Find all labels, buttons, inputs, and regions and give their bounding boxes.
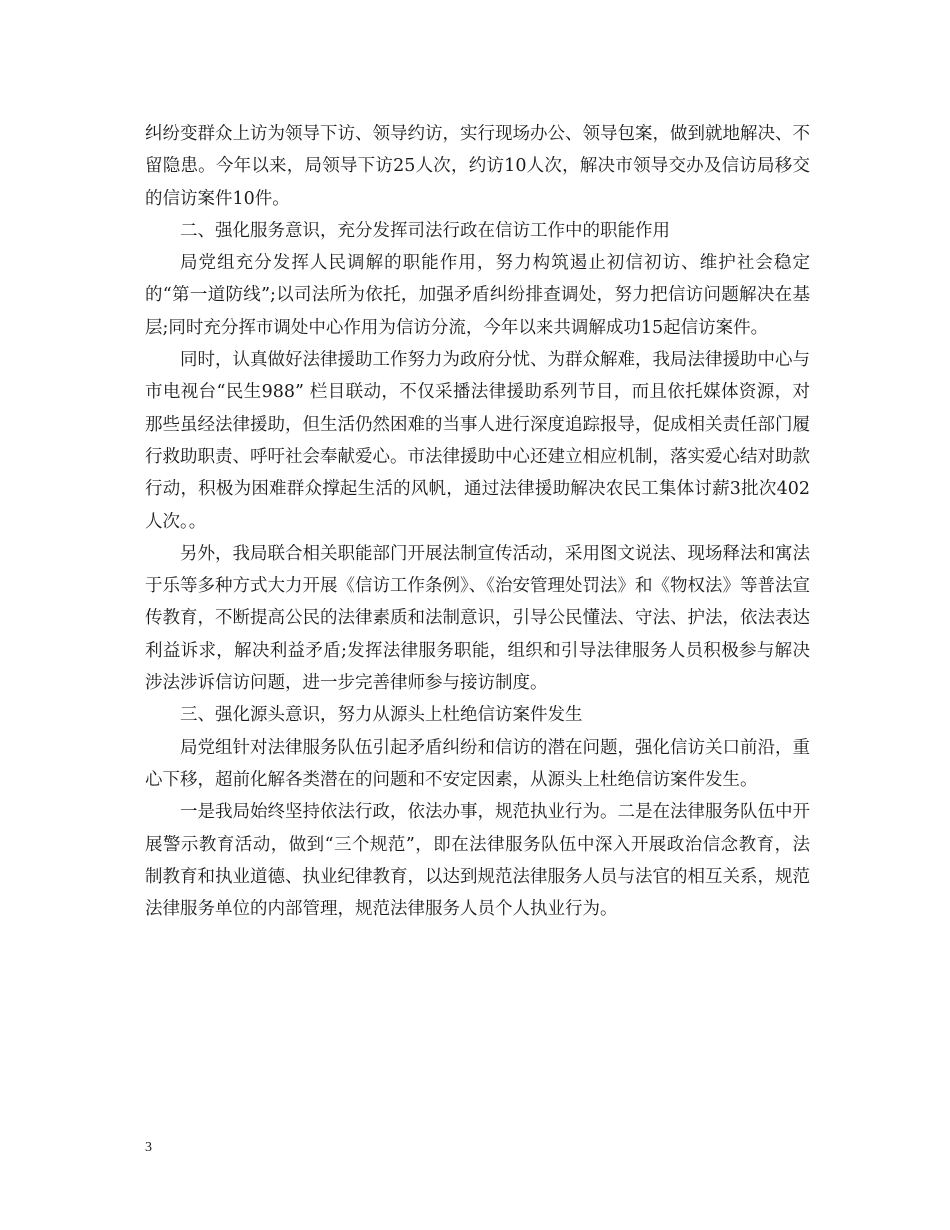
page-number: 3: [145, 1140, 152, 1155]
document-body: [145, 118, 810, 925]
paragraph-continuation: 纠纷变群众上访为领导下访、领导约访，实行现场办公、领导包案，做到就地解决、不留隐患。今年以来，局领导下访25人次，约访10人次，解决市领导交办及信访局移交的信访案件10件。: [145, 124, 810, 209]
section-heading-3: 三、强化源头意识，努力从源头上杜绝信访案件发生: [180, 705, 583, 726]
paragraph: 另外，我局联合相关职能部门开展法制宣传活动，采用图文说法、现场释法和寓法于乐等多种方式大力开展《信访工作条例》、《治安管理处罚法》和《物权法》等普法宣传教育，不断提高公民的法律素质和法制意识，引导公民懂法、守法、护法，依法表达利益诉求，解决利益矛盾;发挥法律服务职能，组织和引导法律服务人员积极参与解决涉法涉诉信访问题，进一步完善律师参与接访制度。: [145, 543, 810, 694]
section-heading-2: 二、强化服务意识，充分发挥司法行政在信访工作中的职能作用: [180, 220, 670, 241]
paragraph: 同时，认真做好法律援助工作努力为政府分忧、为群众解难，我局法律援助中心与市电视台“民生988” 栏目联动，不仅采播法律援助系列节目，而且依托媒体资源，对那些虽经法律援助，但生活仍然困难的当事人进行深度追踪报导，促成相关责任部门履行救助职责、呼吁社会奉献爱心。市法律援助中心还建立相应机制，落实爱心结对助款行动，积极为困难群众撑起生活的风帆，通过法律援助解决农民工集体讨薪3批次402人次。。: [145, 350, 810, 532]
paragraph: 一是我局始终坚持依法行政，依法办事，规范执业行为。二是在法律服务队伍中开展警示教育活动，做到“三个规范”，即在法律服务队伍中深入开展政治信念教育，法制教育和执业道德、执业纪律教育，以达到规范法律服务人员与法官的相互关系，规范法律服务单位的内部管理，规范法律服务人员个人执业行为。: [145, 802, 810, 920]
paragraph: 局党组针对法律服务队伍引起矛盾纠纷和信访的潜在问题，强化信访关口前沿，重心下移，超前化解各类潜在的问题和不安定因素，从源头上杜绝信访案件发生。: [145, 737, 810, 790]
paragraph: 局党组充分发挥人民调解的职能作用，努力构筑遏止初信初访、维护社会稳定的“第一道防线”;以司法所为依托，加强矛盾纠纷排查调处，努力把信访问题解决在基层;同时充分挥市调处中心作用为信访分流，今年以来共调解成功15起信访案件。: [145, 253, 810, 338]
